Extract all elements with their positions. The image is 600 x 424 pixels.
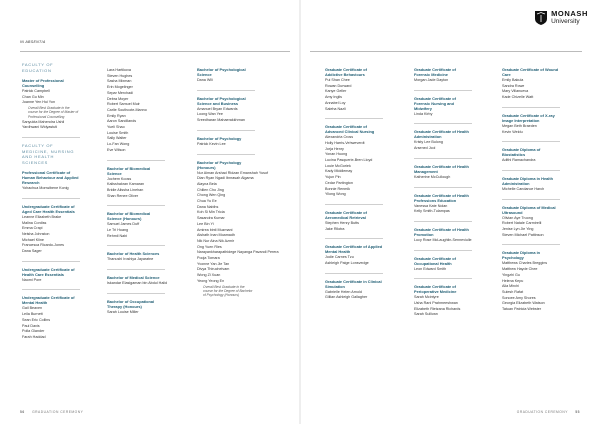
graduate-name: Michelle Candance Harch [502, 186, 545, 191]
graduate-name: Jorja Henry [325, 146, 344, 151]
graduate-name: Polla Glander [22, 329, 45, 334]
graduate-name: Louise Smith [107, 130, 129, 135]
monash-shield-icon [535, 11, 547, 25]
section-divider [502, 199, 560, 200]
graduate-list [22, 89, 80, 131]
graduate-name: Mary Villanueva [502, 89, 529, 94]
section-divider [22, 137, 80, 138]
top-rule-right [310, 51, 582, 52]
graduate-list [325, 255, 383, 266]
graduate-name: Alexandria Cross [325, 135, 354, 140]
program-title: Bachelor of Health Sciences [107, 251, 160, 257]
section-divider [22, 198, 80, 199]
graduate-name: Holly Harris-Vehweverdt [325, 140, 365, 145]
graduate-list [414, 267, 472, 273]
graduate-name: Gillian Ashleigh Gallagher [325, 295, 368, 300]
program-title: Graduate Certificate of Health Promotion [414, 226, 469, 237]
graduate-list [107, 310, 165, 316]
graduate-name: Sarah Sullivan [414, 312, 438, 317]
graduate-list [502, 158, 560, 164]
section-divider [197, 154, 255, 155]
graduate-name: Sasandra Kumar [197, 216, 225, 221]
graduate-name: Kalisshakran Kamaran [107, 182, 145, 187]
graduate-name: Thanushi Iroshiya Jayaratne [107, 257, 154, 262]
graduate-name: Aaron Sandilands [107, 119, 137, 124]
graduate-name: Sasha Mixman [107, 79, 132, 84]
graduate-name: Olivian Aye Truong [502, 215, 533, 220]
program-title: Bachelor of Biomedical Science [107, 165, 151, 176]
graduate-name: Bridie Alissha Linehan [107, 187, 144, 192]
graduate-list [502, 187, 560, 193]
column-4 [325, 67, 383, 307]
graduate-name: Chua Yu Ee [197, 199, 217, 204]
graduate-name: Tatuan Patricia Webster [502, 307, 542, 312]
graduate-name: Sean Eric Collins [22, 317, 51, 322]
graduate-list [325, 221, 383, 232]
column-5 [414, 67, 472, 324]
graduate-list [107, 68, 165, 154]
graduate-name: Yingzhi Gu [502, 272, 520, 277]
book-spine [299, 0, 301, 424]
section-divider [197, 90, 255, 91]
graduate-name: Dana Sager [22, 249, 42, 254]
section-divider [414, 90, 472, 91]
graduate-name: Leanne Elizabeth Brake [22, 214, 62, 219]
section-divider [502, 141, 560, 142]
column-2 [107, 67, 168, 322]
graduate-name: Pooja Tomara [197, 256, 220, 261]
graduate-name: Nur Aiman Arshad Ridzan Emanshah Yusof [197, 170, 269, 175]
column-3 [197, 67, 279, 297]
section-divider [325, 273, 383, 274]
graduate-name: Yvonne Yan Jie Tan [197, 261, 230, 266]
graduate-name: Usha Rani Prahmeeshwan [414, 301, 458, 306]
graduate-name: Alayna Bela [197, 181, 217, 186]
graduate-name: Lucina Pasquerie-Bren Lloyd [325, 158, 373, 163]
graduate-name: Rowan Durward [325, 83, 352, 88]
graduate-name: Patrick Campbell [22, 89, 50, 93]
graduate-name: Morgan Jade Dayton [414, 78, 449, 82]
graduate-name: Dian Ryan Ngadi Ibnrasah Algama [197, 176, 254, 181]
graduate-list [502, 216, 560, 239]
graduate-name: Annabel Loy [325, 100, 346, 105]
graduate-name: Leila Burnett [22, 312, 43, 317]
award-note: Overall Best Graduate in the course for the Degree of Master of Professional Counselling [28, 106, 79, 119]
section-divider [414, 123, 472, 124]
graduate-name: Georgia Elizabeth Watson [502, 301, 545, 306]
footer-left [20, 410, 83, 414]
program-title: Graduate Certificate of Health Professions Education [414, 192, 469, 203]
graduate-name: Saleha Nazli [325, 106, 346, 111]
graduate-name: Chong Wen Qing [197, 193, 226, 198]
section-divider [414, 278, 472, 279]
graduate-name: Ashleigh Paige Lonsvedge [325, 261, 369, 266]
program-title: Graduate Certificate of Health Management [414, 163, 469, 174]
graduate-name: Jodie Carnes Tzu [325, 255, 354, 260]
graduate-list [325, 135, 383, 198]
graduate-name: Malina Cordiss [22, 220, 47, 225]
program-title: Graduate Certificate of Addictive Behaviours [325, 67, 367, 77]
section-divider [502, 170, 560, 171]
graduate-name: Matthews Charles Breggins [502, 261, 548, 266]
graduate-name: Chilien Cho Jing [197, 187, 224, 192]
program-title: Bachelor of Psychology [197, 135, 242, 141]
graduate-name: Wong Zi Xuan [197, 273, 221, 278]
program-title: Bachelor of Occupational Therapy (Honours) [107, 298, 155, 309]
graduate-name: Yilong Wong [325, 192, 346, 197]
graduate-name: Emma Crapi [22, 226, 43, 231]
graduate-name: Kelly Smith-Tulampas [414, 209, 450, 214]
program-title: Professional Certificate of Human Behaviour and Applied Research [22, 170, 79, 186]
graduate-name: Sulesh Rafat [502, 289, 524, 294]
program-title: Graduate Certificate of Forensic Nursing and Midwifery [414, 95, 456, 111]
graduate-name: Robert Natale Carmirelli [502, 221, 542, 226]
section-divider [414, 158, 472, 159]
section-divider [107, 269, 165, 270]
section-divider [22, 261, 80, 262]
graduate-name: Kady Middlemay [325, 169, 353, 174]
graduate-name: Pui Shan Chee [325, 78, 350, 82]
graduate-name: Le Tri Hoang [107, 228, 129, 233]
program-title: Graduate Certificate of Occupational Health [414, 255, 456, 266]
graduate-name: Yardhwani Widyastuti [22, 125, 58, 130]
graduate-name: Debra Moyer [107, 96, 129, 101]
section-divider [502, 244, 560, 245]
graduate-name: Alia Mirchi [502, 284, 520, 289]
program-title: Graduate Diploma of Medical Ultrasound [502, 204, 556, 215]
program-title: Graduate Diploma in Psychology [502, 250, 541, 261]
graduate-name: Sanyukta Mahendra Ushil [22, 119, 65, 124]
graduate-name: Robert Samuel Muir [107, 102, 140, 107]
graduate-name: Ong Yuen Ries [197, 244, 222, 249]
section-divider [107, 205, 165, 206]
section-divider [107, 160, 165, 161]
graduate-name: Samuel James Duff [107, 222, 140, 227]
graduate-list [107, 222, 165, 239]
program-title: Graduate Diploma of Biostatistics [502, 147, 541, 158]
graduate-name: Helena Kepu [502, 278, 524, 283]
graduate-name: Bonnie Renmik [325, 186, 351, 191]
section-divider [414, 221, 472, 222]
program-title: Graduate Certificate of Health Administration [414, 129, 469, 140]
footer-title-right: GRADUATION CEREMONY [516, 410, 568, 414]
graduate-name: Leon Edward Smith [414, 266, 447, 271]
section-divider [107, 245, 165, 246]
graduate-name: Lo-Fan Wong [107, 142, 130, 147]
graduate-name: Sarah Mcintyre [414, 295, 439, 300]
graduate-name: Arsened Jcol [414, 146, 436, 151]
graduate-list [414, 112, 472, 118]
page-number-right: 55 [575, 410, 580, 414]
graduate-list [107, 177, 165, 200]
monash-logo [535, 10, 588, 25]
program-title: Bachelor of Psychological Science and Business [197, 95, 246, 106]
graduate-name: Farah Haddad [22, 334, 46, 339]
graduate-name: Sonoee Amy Shores [502, 295, 536, 300]
graduate-name: Nik Nur Aina Nik Azmir [197, 238, 235, 243]
graduate-name: Stephen Henry Butts [325, 220, 360, 225]
section-divider [325, 238, 383, 239]
graduate-name: Gail Beaven [22, 306, 43, 311]
graduate-name: Elizabeth Rietzana Richards [414, 306, 461, 311]
graduate-list [325, 290, 383, 301]
graduate-name: Lee Bin Yi [197, 221, 214, 226]
faculty-heading: FACULTY OF EDUCATION [22, 62, 54, 73]
section-divider [414, 187, 472, 188]
program-title: Bachelor of Psychological Science [197, 67, 246, 77]
program-title: Graduate Certificate of Aeromedical Retrieval [325, 209, 367, 220]
graduate-name: Naomi Pore [22, 277, 42, 282]
graduate-name: Amanuel Bryan Edwards [197, 106, 238, 111]
graduate-name: Joanne Yen Hui Yon [22, 100, 56, 105]
graduate-list [197, 170, 279, 285]
column-6 [502, 67, 560, 319]
section-divider [325, 204, 383, 205]
graduate-name: Yonan Huong [325, 152, 348, 157]
section-divider [197, 130, 255, 131]
program-title: Bachelor of Medical Science [107, 275, 160, 281]
program-title: Graduate Diploma in Health Administration [502, 175, 554, 186]
graduate-name: Narayankharapathidege Nayanga Pavandi Perera [197, 250, 279, 255]
graduate-name: Divya Thiruchelvam [197, 267, 230, 272]
graduate-name: Jochem Kooss [107, 176, 132, 181]
graduate-name: Vanessa Kate Nolan [414, 203, 448, 208]
faculty-heading: FACULTY OF MEDICINE, NURSING AND HEALTH SCIENCES [22, 143, 75, 165]
graduate-name: Megan Beth Braeden [502, 123, 537, 128]
graduate-name: Louie McGoriek [325, 163, 351, 168]
program-title: Undergraduate Certificate of Mental Health [22, 295, 75, 306]
graduate-name: Francesca Ricardo-Jones [22, 243, 65, 248]
graduate-name: Paul Davis [22, 323, 40, 328]
graduate-name: Yujun Pin [325, 175, 341, 180]
graduate-name: Sreedharan Mahaerakkhrnan [197, 118, 245, 123]
graduate-name: Katherine McCullough [414, 174, 451, 179]
program-title: Undergraduate Certificate of Aged Care Health Essentials [22, 203, 75, 214]
graduate-name: Iskandar Elasigaman bin Abdul Halid [107, 281, 168, 286]
logo-line2: University [551, 17, 580, 25]
graduate-list [414, 78, 472, 84]
graduate-list [22, 278, 80, 284]
graduate-name: Matthew Hayde Chee [502, 267, 538, 272]
graduate-name: Yohachua Monwibene Konig [22, 186, 69, 191]
graduate-name: Koh Si Min Tricia [197, 210, 225, 215]
graduate-list [502, 78, 560, 101]
program-title: Graduate Certificate of Advanced Clinical Nursing [325, 124, 375, 135]
graduate-list [107, 281, 168, 287]
graduate-name: Kanye Geller [325, 89, 347, 94]
graduate-list [502, 124, 560, 135]
graduate-name: Kade Chizelle Watt [502, 95, 534, 100]
graduate-name: Patrick Kevin Lee [197, 141, 226, 146]
graduate-list [197, 142, 255, 148]
graduate-name: Emily Bakula [502, 78, 524, 82]
graduate-name: Dana Wili [197, 78, 213, 82]
graduate-name: Cedar Partington [325, 180, 353, 185]
graduate-name: Yueli Shao [107, 125, 125, 130]
program-title: Bachelor of Psychology (Honours) [197, 159, 242, 170]
program-title: Undergraduate Certificate of Health Care Essentials [22, 266, 75, 277]
footer-right [517, 410, 580, 414]
graduate-name: Loong Wan Yee [197, 112, 223, 117]
graduate-name: Emily Ryan [107, 113, 126, 118]
graduate-name: Neisha Johnston [22, 231, 50, 236]
graduate-name: Eve Wilson [107, 147, 126, 152]
graduate-name: Steven Michael Pattinson [502, 232, 544, 237]
graduate-name: Yeong Yeong En [197, 278, 225, 283]
program-title: Bachelor of Biomedical Science (Honours) [107, 211, 151, 222]
graduate-list [22, 186, 80, 192]
graduate-name: Jenise Lyn Jie Ying [502, 227, 534, 232]
section-divider [325, 118, 383, 119]
graduate-name: Chan Gu Min [22, 94, 44, 99]
graduate-name: Amy Inglis [325, 95, 343, 100]
graduate-name: Separ Merchadi [107, 90, 134, 95]
graduate-name: Sarah Louise Miller [107, 309, 139, 314]
graduate-name: Linda Kirby [414, 111, 433, 116]
section-divider [107, 293, 165, 294]
graduate-name: Gabrielle Helen Arnold [325, 289, 362, 294]
graduate-list [325, 78, 383, 112]
in-absentia-label: IN ABSENTIA [20, 40, 46, 44]
section-divider [414, 250, 472, 251]
award-note: Overall Best Graduate in the course for the Degree of Bachelor of Psychology (Honours) [203, 284, 253, 297]
section-divider [502, 107, 560, 108]
graduate-name: Sandra Rowe [502, 83, 525, 88]
graduate-name: Kristy Lee Bulong [414, 140, 443, 145]
graduate-list [197, 78, 255, 84]
graduate-name: Lucy Rose McLaughlin-Senneviulle [414, 237, 472, 242]
page-number-left: 56 [20, 410, 25, 414]
graduate-name: Lara Hartikova [107, 68, 131, 72]
graduate-list [414, 295, 472, 318]
program-title: Graduate Certificate of Perioperative Medicine [414, 284, 457, 295]
logo-line1: MONASH [551, 9, 588, 18]
graduate-list [107, 257, 165, 263]
graduate-list [22, 306, 80, 340]
program-title: Graduate Certificate of Forensic Medicine [414, 67, 456, 77]
graduate-list [414, 238, 472, 244]
graduate-list [502, 261, 560, 312]
graduate-list [414, 175, 472, 181]
graduate-name: Erin Mogelinger [107, 85, 133, 90]
column-1 [22, 62, 80, 347]
graduate-list [22, 215, 80, 255]
graduate-name: Amirea binti Muzmani [197, 227, 233, 232]
graduate-name: Jake Rilotra [325, 226, 345, 231]
graduate-name: Sally Walter [107, 136, 127, 141]
graduate-list [414, 204, 472, 215]
top-rule-left [20, 51, 290, 52]
graduate-name: Kevin Weldu [502, 129, 523, 134]
graduate-name: Dana Nabihs [197, 204, 219, 209]
program-title: Graduate Certificate of Applied Mental Health [325, 244, 383, 255]
graduate-name: Rehmil Nabi [107, 233, 128, 238]
graduate-name: Adithi Ramachandra [502, 158, 536, 163]
program-title: Graduate Certificate of Wound Care [502, 67, 559, 77]
program-title: Master of Professional Counselling [22, 78, 64, 88]
program-title: Graduate Certificate of X-ray Image Interpretation [502, 112, 555, 123]
graduate-list [197, 107, 255, 124]
program-title: Graduate Certificate in Clinical Simulation [325, 278, 382, 289]
graduate-name: Michael Kline [22, 237, 44, 242]
graduate-name: Steven Hughes [107, 73, 133, 78]
graduate-name: Shan Renee Oliver [107, 193, 139, 198]
graduate-list [414, 140, 472, 151]
footer-title-left: GRADUATION CEREMONY [32, 410, 84, 414]
graduate-name: Aishath Inan Moamadh [197, 233, 235, 238]
graduate-name: Carlie Southcote-Manno [107, 107, 147, 112]
section-divider [22, 289, 80, 290]
